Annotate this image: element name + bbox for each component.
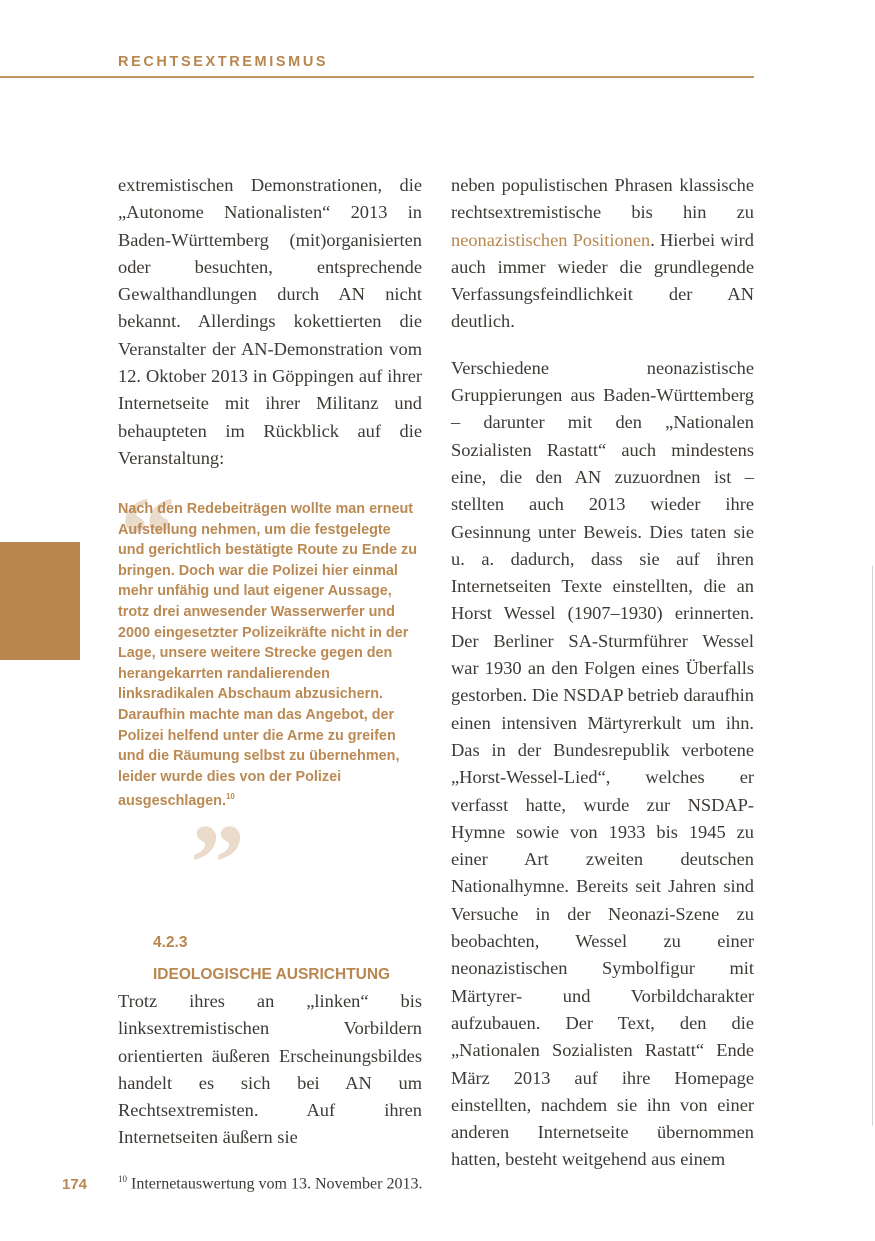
footnote (118, 1174, 422, 1193)
page-number: 174 (62, 1176, 88, 1193)
left-column-top (118, 172, 422, 472)
open-quote-icon: “ (120, 474, 175, 596)
footnote-text: Internetauswertung vom 13. November 2013. (131, 1175, 423, 1193)
left-column-bottom (118, 988, 422, 1152)
page-edge-line (872, 566, 873, 1126)
block-quote (118, 499, 418, 812)
section-title: IDEOLOGISCHE AUSRICHTUNG (153, 966, 391, 983)
footnote-number: 10 (118, 1174, 127, 1184)
glossary-link[interactable]: neonazistischen Positionen (451, 229, 651, 250)
left-paragraph-2: Trotz ihres an „linken“ bis linksextremistischen Vorbildern orientierten äußeren Erscheinungsbildes handelt es sich bei AN um Rechtsextremisten. Auf ihren Internetseiten äußern sie (118, 991, 422, 1148)
right-paragraph-1 (451, 172, 754, 336)
chapter-side-tab (0, 542, 80, 660)
section-number: 4.2.3 (153, 934, 188, 951)
right-column (451, 172, 754, 1174)
header-rule (0, 76, 754, 78)
close-quote-icon: ” (190, 802, 245, 924)
right-paragraph-2: Verschiedene neonazistische Gruppierungen aus Baden-Württemberg – darunter mit den „Nationalen Sozialisten Rastatt“ auch mindestens eine, die den AN zuzuordnen ist – stellten auch 2013 wieder ihre Gesinnung unter Beweis. Dies taten sie u. a. dadurch, dass sie auf ihren Internetseiten Texte einstellten, die an Horst Wessel (1907–1930) erinnerten. Der Berliner SA-Sturmführer Wessel war 1930 an den Folgen eines Überfalls gestorben. Die NSDAP betrieb daraufhin einen intensiven Märtyrerkult um ihn. Das in der Bundesrepublik verbotene „Horst-Wessel-Lied“, welches er verfasst hatte, wurde zur NSDAP-Hymne sowie von 1933 bis 1945 zu einer Art zweiten deutschen Nationalhymne. Bereits seit Jahren sind Versuche in der Neonazi-Szene zu beobachten, Wessel zu einer neonazistischen Symbolfigur mit Märtyrer- und Vorbildcharakter aufzubauen. Der Text, den die „Nationalen Sozialisten Rastatt“ Ende März 2013 auf ihre Homepage einstellten, nachdem sie ihn von einer anderen Internetseite übernommen hatten, besteht weitgehend aus einem (451, 357, 754, 1170)
running-header: RECHTSEXTREMISMUS (118, 54, 329, 70)
right-paragraph-1-start: neben populistischen Phrasen klassische rechtsextremistische bis hin zu (451, 175, 754, 223)
quote-footnote-ref[interactable]: 10 (225, 792, 235, 802)
right-paragraph-1-end: . Hierbei wird auch immer wieder die grundlegende Verfassungsfeindlichkeit der AN deutlich. (451, 229, 755, 332)
left-paragraph-1: extremistischen Demonstrationen, die „Autonome Nationalisten“ 2013 in Baden-Württemberg (mit)organisierten oder besuchten, entsprechende Gewalthandlungen durch AN nicht bekannt. Allerdings kokettierten die Veranstalter der AN-Demonstration vom 12. Oktober 2013 in Göppingen auf ihrer Internetseite mit ihrer Militanz und behaupteten im Rückblick auf die Veranstaltung: (118, 175, 422, 468)
quote-text: Nach den Redebeiträgen wollte man erneut Aufstellung nehmen, um die festgelegte und gerichtlich bestätigte Route zu Ende zu bringen. Doch war die Polizei hier einmal mehr unfähig und laut eigener Aussage, trotz drei anwesender Wasserwerfer und 2000 eingesetzter Polizeikräfte nicht in der Lage, unsere weitere Strecke gegen den herangekarrten randalierenden linksradikalen Abschaum abzusichern. Daraufhin machte man das Angebot, der Polizei helfend unter die Arme zu greifen und die Räumung selbst zu übernehmen, leider wurde dies von der Polizei ausgeschlagen. (118, 501, 418, 810)
